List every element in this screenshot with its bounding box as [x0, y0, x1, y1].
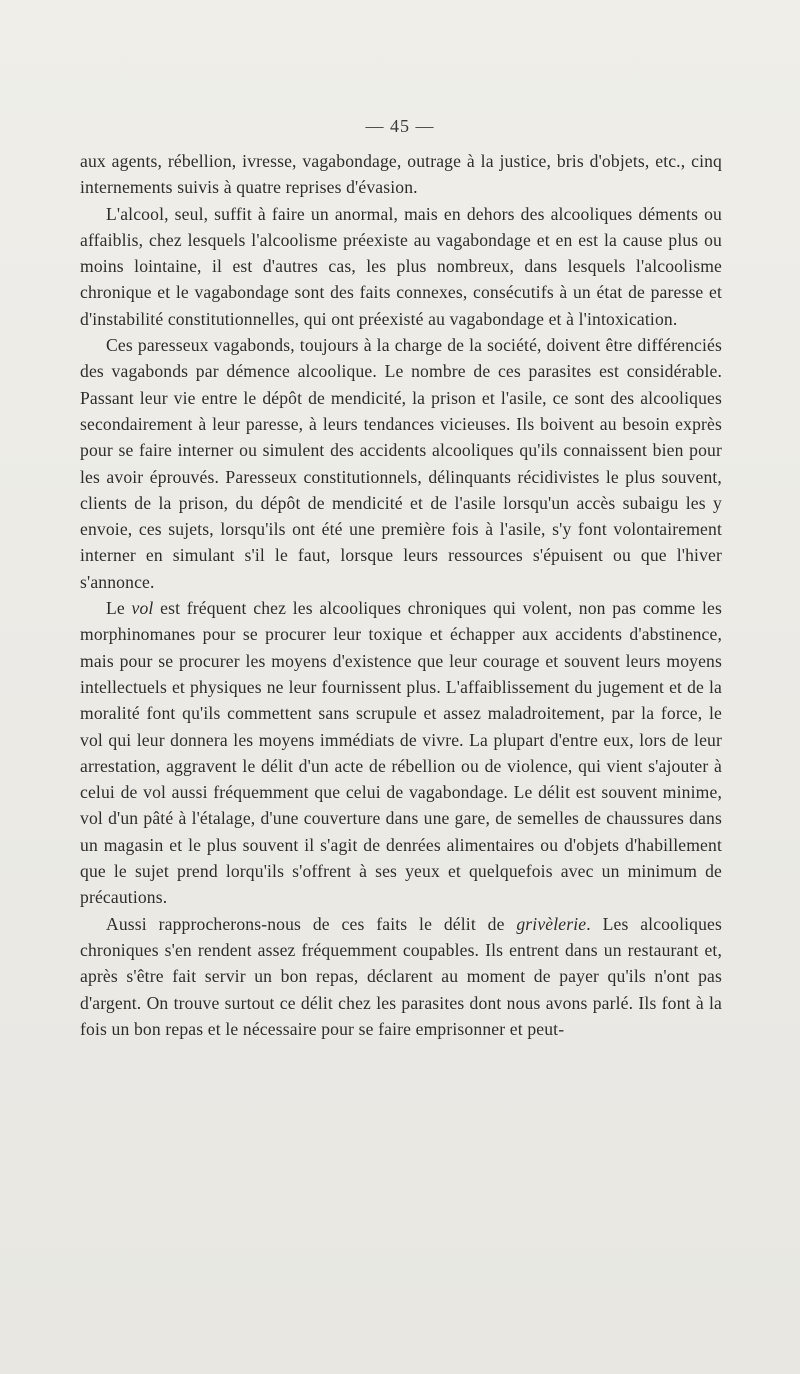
text-run: Le: [106, 598, 132, 619]
text-run: . Les alcooliques chroniques s'en rendent assez fréquemment coupables. Ils entrent dans un restaurant et, après s'être fait servir un bon repas, déclarent au moment de payer qu'ils n'ont pas d'argent. On trouve surtout ce délit chez les parasites dont nous avons parlé. Ils font à la fois un bon repas et le nécessaire pour se faire emprisonner et peut-: [80, 913, 723, 1039]
page-number: — 45 —: [365, 116, 435, 136]
body-text: [80, 148, 722, 1042]
italic-term: vol: [131, 598, 154, 619]
paragraph-p4: [80, 911, 722, 1042]
text-run: Aussi rapprocherons-nous de ces faits le délit de: [106, 913, 517, 934]
paragraph-p1: [80, 201, 722, 332]
text-run: L'alcool, seul, suffit à faire un anormal, mais en dehors des alcooliques déments ou affaiblis, chez lesquels l'alcoolisme préexiste au vagabondage et en est la cause plus ou moins lointaine, il est d'autres cas, les plus nombreux, dans lesquels l'alcoolisme chronique et le vagabondage sont des faits connexes, consécutifs à un état de paresse et d'instabilité constitutionnelles, qui ont préexisté au vagabondage et à l'intoxication.: [80, 203, 722, 329]
text-run: est fréquent chez les alcooliques chroniques qui volent, non pas comme les morphinomanes pour se procurer leur toxique et échapper aux accidents d'abstinence, mais pour se procurer les moyens d'existence que leur courage et souvent leurs moyens intellectuels et physiques ne leur fournissent plus. L'affaiblissement du jugement et de la moralité font qu'ils commettent sans scrupule et assez maladroitement, par la force, le vol qui leur donnera les moyens immédiats de vivre. La plupart d'entre eux, lors de leur arrestation, aggravent le délit d'un acte de rébellion ou de violence, qui vient s'ajouter à celui de vol aussi fréquemment que celui de vagabondage. Le délit est souvent minime, vol d'un pâté à l'étalage, d'une couverture dans une gare, de semelles de chaussures dans un magasin et le plus souvent il s'agit de denrées alimentaires ou d'objets d'habillement que le sujet prend lorqu'ils s'offrent à ses yeux et quelquefois avec un minimum de précautions.: [80, 598, 723, 908]
text-run: Ces paresseux vagabonds, toujours à la charge de la société, doivent être différenciés des vagabonds par démence alcoolique. Le nombre de ces parasites est considérable. Passant leur vie entre le dépôt de mendicité, la prison et l'asile, ce sont des alcooliques secondairement à leur paresse, à leurs tendances vicieuses. Ils boivent au besoin exprès pour se faire interner ou simulent des accidents alcooliques qu'ils connaissent bien pour les avoir éprouvés. Paresseux constitutionnels, délinquants récidivistes le plus souvent, clients de la prison, du dépôt de mendicité et de l'asile lorsqu'un accès subaigu les y envoie, ces sujets, lorsqu'ils ont été une première fois à l'asile, s'y font volontairement interner en simulant s'il le faut, lorsque leurs ressources s'épuisent ou que l'hiver s'annonce.: [80, 335, 722, 592]
paragraph-p3: [80, 595, 722, 911]
italic-term: grivèlerie: [516, 913, 587, 934]
paragraph-p2: [80, 332, 722, 595]
paragraph-p0: [80, 148, 722, 201]
text-run: aux agents, rébellion, ivresse, vagabondage, outrage à la justice, bris d'objets, etc., cinq internements suivis à quatre reprises d'évasion.: [80, 151, 722, 198]
